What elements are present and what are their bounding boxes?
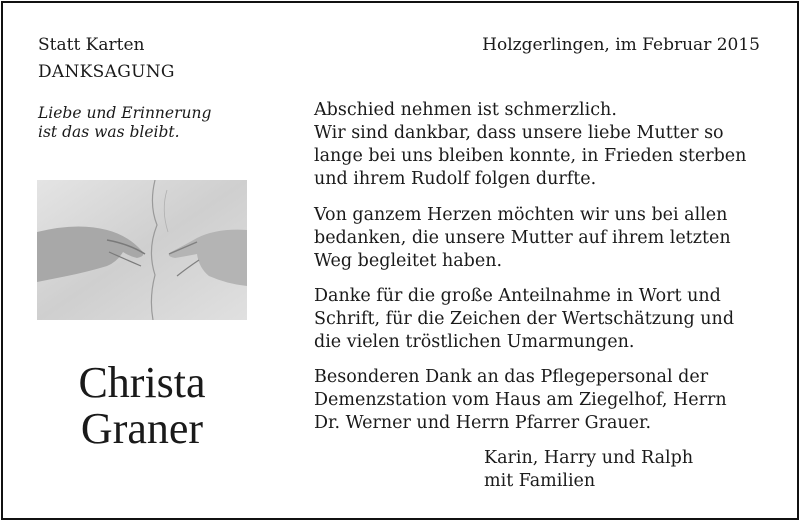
text-line: Abschied nehmen ist schmerzlich. (314, 100, 617, 120)
signature-families: mit Familien (484, 471, 596, 491)
place-date-label: Holzgerlingen, im Februar 2015 (482, 35, 760, 55)
deceased-name (37, 360, 247, 452)
text-line: Besonderen Dank an das Pflegepersonal der (314, 367, 709, 387)
paragraph-farewell (314, 99, 761, 122)
last-name: Graner (80, 404, 204, 453)
text-line: Demenzstation vom Haus am Ziegelhof, Herrn (314, 390, 727, 410)
text-line: Danke für die große Anteilnahme in Wort und (314, 286, 721, 306)
text-line: bedanken, die unsere Mutter auf ihrem letzten (314, 228, 731, 248)
text-line: Von ganzem Herzen möchten wir uns bei allen (314, 205, 728, 225)
text-line: lange bei uns bleiben konnte, in Frieden sterben (314, 146, 747, 166)
signature (484, 447, 693, 493)
text-line: Dr. Werner und Herrn Pfarrer Grauer. (314, 413, 652, 433)
danksagung-heading: DANKSAGUNG (38, 62, 175, 82)
text-line: Weg begleitet haben. (314, 251, 503, 271)
motto-line-1: Liebe und Erinnerung (38, 104, 212, 122)
creation-of-adam-hands-icon (37, 180, 247, 320)
signature-names: Karin, Harry und Ralph (484, 448, 694, 468)
paragraph-special-thanks (314, 366, 761, 435)
motto-line-2: ist das was bleibt. (38, 123, 180, 141)
text-line: Wir sind dankbar, dass unsere liebe Mutter so (314, 123, 724, 143)
text-line: Schrift, für die Zeichen der Wertschätzung und (314, 309, 735, 329)
paragraph-gratitude (314, 122, 761, 191)
statt-karten-label: Statt Karten (38, 35, 145, 55)
paragraph-sympathy (314, 285, 761, 354)
motto-text (38, 104, 211, 142)
first-name: Christa (78, 358, 206, 407)
text-line: die vielen tröstlichen Umarmungen. (314, 332, 635, 352)
text-line: und ihrem Rudolf folgen durfte. (314, 169, 597, 189)
creation-of-adam-hands-image (37, 180, 247, 320)
paragraph-thanks-all (314, 204, 761, 273)
